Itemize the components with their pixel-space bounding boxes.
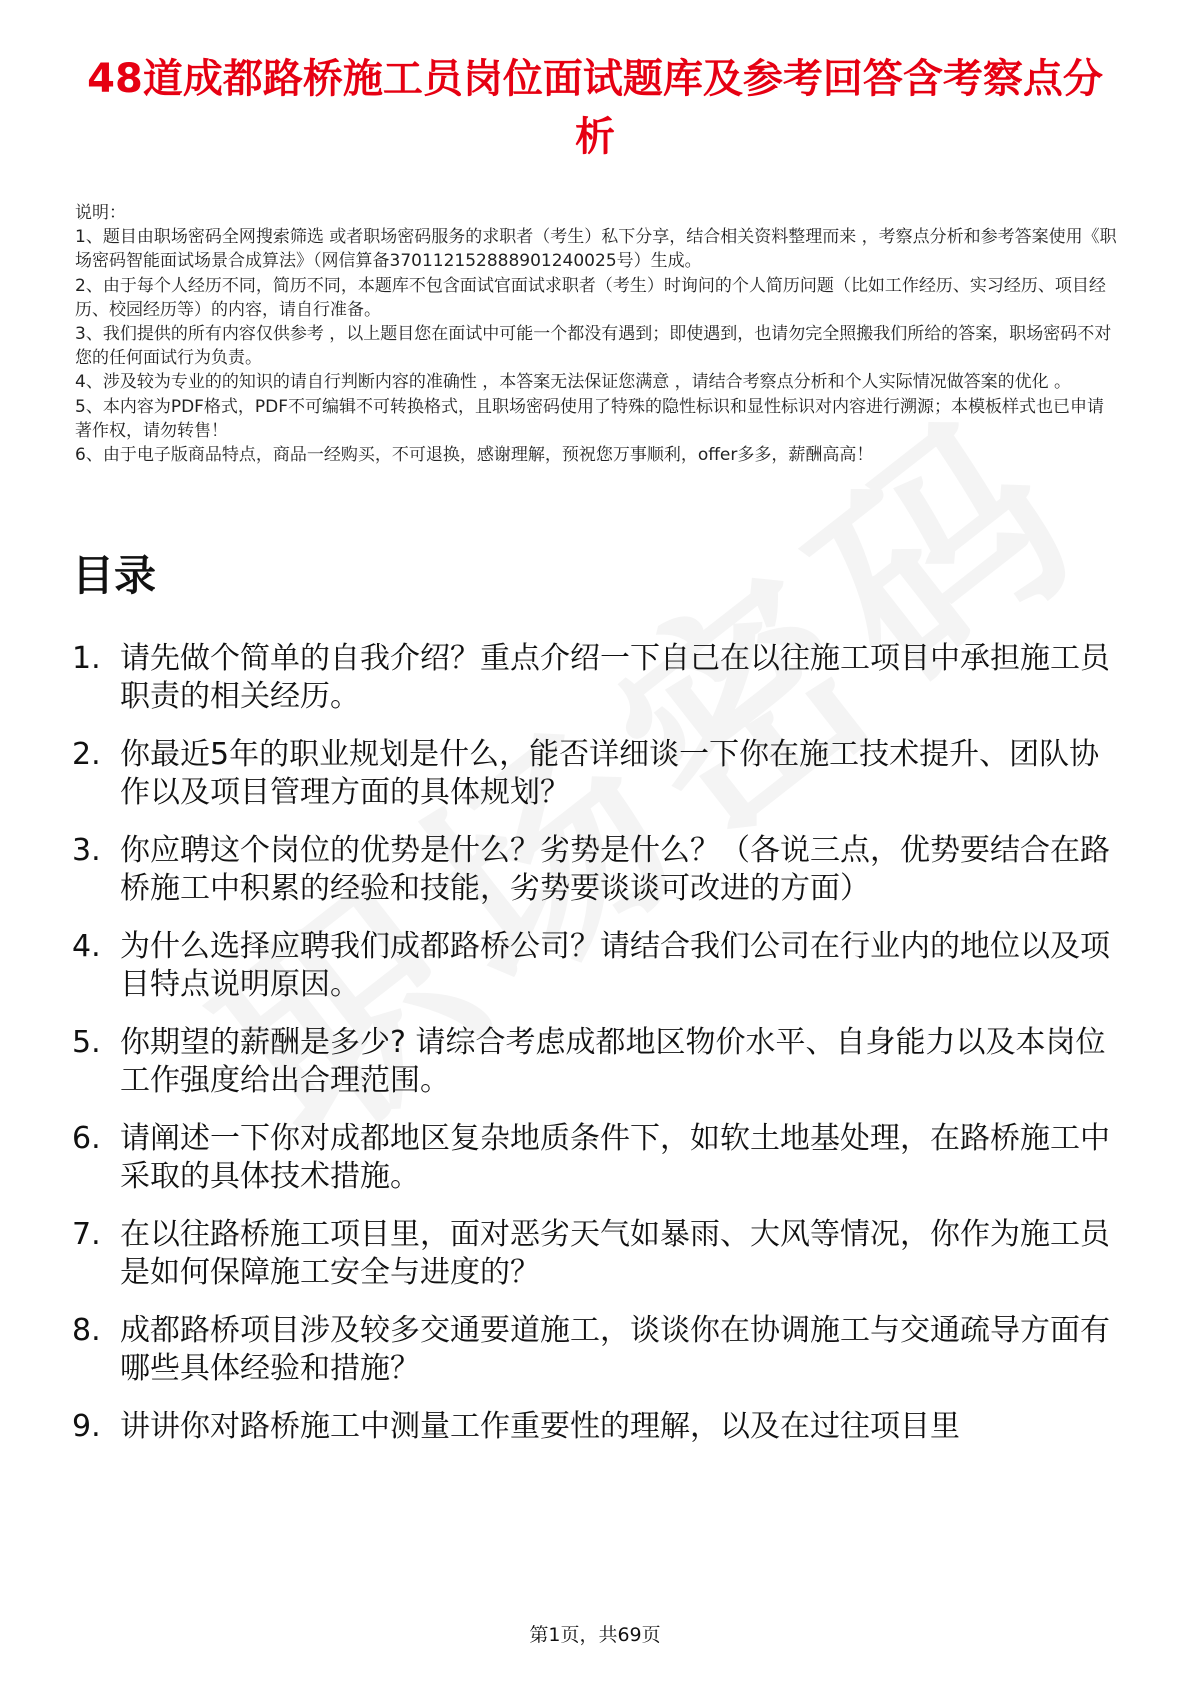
note-item: 2、由于每个人经历不同，简历不同，本题库不包含面试官面试求职者（考生）时询问的个人简历问题（比如工作经历、实习经历、项目经历、校园经历等）的内容，请自行准备。 [75,275,1106,320]
toc-item-number: 1. [72,641,101,676]
toc-item-text: 讲讲你对路桥施工中测量工作重要性的理解，以及在过往项目里 [120,1409,960,1444]
toc-item-number: 3. [72,833,101,868]
document-title: 48道成都路桥施工员岗位面试题库及参考回答含考察点分析 [87,56,1103,160]
toc-item[interactable] [72,736,1122,812]
toc-item-number: 7. [72,1217,101,1252]
toc-item-number: 9. [72,1409,101,1444]
toc-item[interactable] [72,1120,1122,1196]
toc-item[interactable] [72,1216,1122,1292]
note-item: 1、题目由职场密码全网搜索筛选 或者职场密码服务的求职者（考生）私下分享，结合相关资料整理而来 ，考察点分析和参考答案使用《职场密码智能面试场景合成算法》（网信算备370112152888901240025号）生成。 [75,227,1117,272]
toc-item-text: 成都路桥项目涉及较多交通要道施工，谈谈你在协调施工与交通疏导方面有哪些具体经验和措施？ [120,1313,1110,1386]
toc-item-text: 请先做个简单的自我介绍？重点介绍一下自己在以往施工项目中承担施工员职责的相关经历。 [120,641,1110,714]
toc-item-text: 你期望的薪酬是多少? 请综合考虑成都地区物价水平、自身能力以及本岗位工作强度给出合理范围。 [120,1025,1106,1098]
toc-item-number: 2. [72,737,101,772]
toc-list [72,640,1122,1466]
toc-item[interactable] [72,640,1122,716]
toc-item-text: 你最近5年的职业规划是什么，能否详细谈一下你在施工技术提升、团队协作以及项目管理方面的具体规划？ [120,737,1100,810]
toc-item-text: 你应聘这个岗位的优势是什么？劣势是什么？（各说三点，优势要结合在路桥施工中积累的经验和技能，劣势要谈谈可改进的方面） [120,833,1110,906]
toc-item[interactable] [72,1312,1122,1388]
notes-heading: 说明： [75,203,126,223]
toc-item-number: 4. [72,929,101,964]
toc-item[interactable] [72,1408,1122,1446]
toc-item-text: 为什么选择应聘我们成都路桥公司？请结合我们公司在行业内的地位以及项目特点说明原因。 [120,929,1110,1002]
toc-heading: 目录 [72,551,157,600]
note-item: 4、涉及较为专业的的知识的请自行判断内容的准确性 ，本答案无法保证您满意 ，请结合考察点分析和个人实际情况做答案的优化 。 [75,372,1072,393]
note-item: 5、本内容为PDF格式，PDF不可编辑不可转换格式，且职场密码使用了特殊的隐性标识和显性标识对内容进行溯源；本模板样式也已申请著作权，请勿转售！ [75,396,1105,441]
page-footer: 第1页，共69页 [529,1624,661,1646]
toc-item-text: 在以往路桥施工项目里，面对恶劣天气如暴雨、大风等情况，你作为施工员是如何保障施工安全与进度的？ [120,1217,1110,1290]
toc-item[interactable] [72,928,1122,1004]
toc-item[interactable] [72,1024,1122,1100]
toc-item-number: 8. [72,1313,101,1348]
note-item: 3、我们提供的所有内容仅供参考 ，以上题目您在面试中可能一个都没有遇到；即使遇到，也请勿完全照搬我们所给的答案，职场密码不对您的任何面试行为负责。 [75,324,1112,369]
disclaimer-notes [75,201,1120,467]
toc-item-number: 5. [72,1025,101,1060]
toc-item-number: 6. [72,1121,101,1156]
toc-item-text: 请阐述一下你对成都地区复杂地质条件下，如软土地基处理，在路桥施工中采取的具体技术措施。 [120,1121,1110,1194]
note-item: 6、由于电子版商品特点，商品一经购买，不可退换，感谢理解，预祝您万事顺利，offer多多，薪酬高高！ [75,445,874,466]
toc-item[interactable] [72,832,1122,908]
